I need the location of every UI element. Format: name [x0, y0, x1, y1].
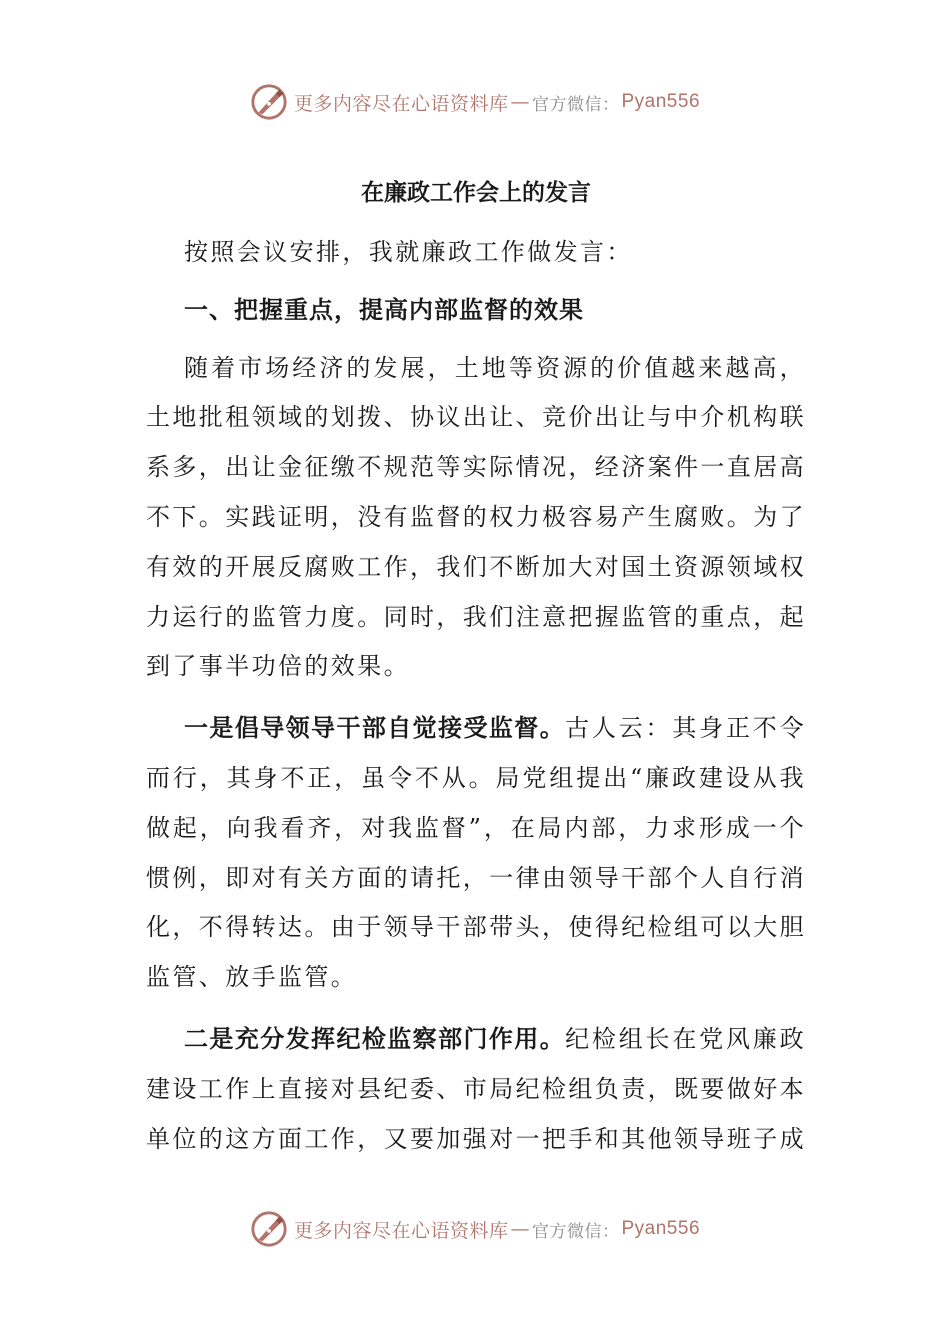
- wechat-label: 官方微信：: [532, 1221, 620, 1242]
- point-paragraph-2: [146, 1015, 806, 1164]
- point-body-2: 纪检组长在党风廉政建设工作上直接对县纪委、市局纪检组负责，既要做好本单位的这方面工作，又要加强对一把手和其他领导班子成: [146, 1024, 806, 1153]
- intro-paragraph: 按照会议安排，我就廉政工作做发言：: [184, 238, 633, 266]
- document-title: 在廉政工作会上的发言: [361, 180, 591, 206]
- section-heading: 一、把握重点，提高内部监督的效果: [184, 295, 584, 324]
- point-lead-1: 一是倡导领导干部自觉接受监督。: [184, 714, 566, 743]
- wechat-id: Pyan556: [621, 91, 701, 112]
- pen-nib-logo-icon: [250, 83, 288, 121]
- banner-text: 更多内容尽在心语资料库: [293, 92, 509, 115]
- document-body: [146, 170, 806, 1164]
- pen-nib-logo-icon: [250, 1210, 288, 1248]
- point-lead-2: 二是充分发挥纪检监察部门作用。: [184, 1024, 566, 1053]
- point-paragraph-1: [146, 704, 806, 1003]
- body-paragraph: 随着市场经济的发展，土地等资源的价值越来越高，土地批租领域的划拨、协议出让、竞价出让与中介机构联系多，出让金征缴不规范等实际情况，经济案件一直居高不下。实践证明，没有监督的权力极容易产生腐败。为了有效的开展反腐败工作，我们不断加大对国土资源领域权力运行的监管力度。同时，我们注意把握监管的重点，起到了事半功倍的效果。: [146, 353, 806, 681]
- wechat-label: 官方微信：: [532, 94, 620, 115]
- banner-text: 更多内容尽在心语资料库: [293, 1219, 509, 1242]
- banner-separator: —: [510, 91, 530, 113]
- banner-separator: —: [510, 1218, 530, 1240]
- header-banner: [0, 80, 950, 124]
- footer-banner: [0, 1207, 950, 1251]
- wechat-id: Pyan556: [621, 1218, 701, 1239]
- point-body-1: 古人云：其身正不令而行，其身不正，虽令不从。局党组提出“廉政建设从我做起，向我看齐，对我监督”，在局内部，力求形成一个惯例，即对有关方面的请托，一律由领导干部个人自行消化，不得转达。由于领导干部带头，使得纪检组可以大胆监管、放手监管。: [146, 714, 806, 992]
